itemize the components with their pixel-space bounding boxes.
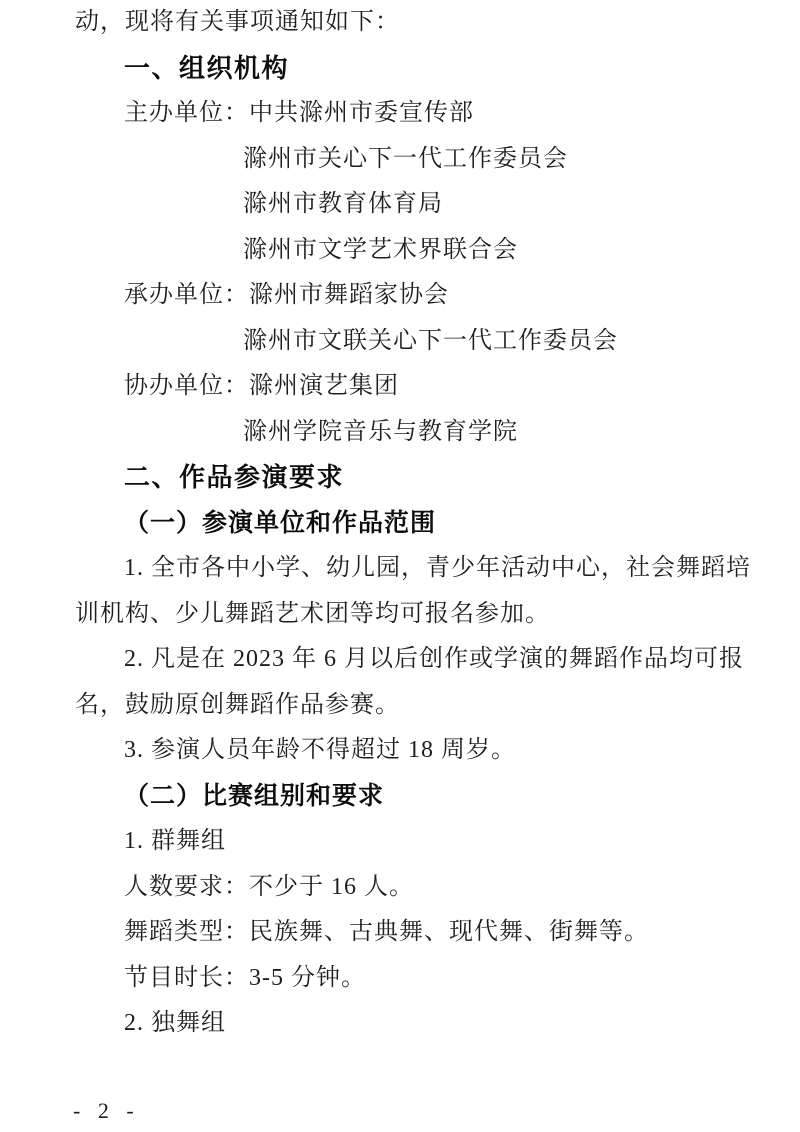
organizer-unit-continued: 滁州市文联关心下一代工作委员会 bbox=[243, 327, 618, 354]
heading-subsection-groups: （二）比赛组别和要求 bbox=[124, 782, 385, 810]
host-unit-continued-2: 滁州市教育体育局 bbox=[243, 191, 443, 217]
heading-subsection-scope: （一）参演单位和作品范围 bbox=[124, 509, 437, 537]
group-dance-title-line: 1. 群舞组 bbox=[124, 828, 226, 854]
heading-section-2-requirements: 二、作品参演要求 bbox=[124, 462, 345, 492]
solo-dance-title-line: 2. 独舞组 bbox=[124, 1010, 226, 1036]
host-unit-line: 主办单位：中共滁州市委宣传部 bbox=[124, 100, 474, 126]
host-unit-continued-3: 滁州市文学艺术界联合会 bbox=[243, 236, 518, 263]
item-1-scope-line-2: 训机构、少儿舞蹈艺术团等均可报名参加。 bbox=[75, 600, 550, 627]
item-3-age-limit-line: 3. 参演人员年龄不得超过 18 周岁。 bbox=[124, 737, 516, 763]
page-number: - 2 - bbox=[73, 1098, 140, 1123]
group-dance-duration-line: 节目时长：3-5 分钟。 bbox=[124, 964, 366, 991]
item-2-works-line-1: 2. 凡是在 2023 年 6 月以后创作或学演的舞蹈作品均可报 bbox=[124, 646, 744, 672]
organizer-unit-line: 承办单位：滁州市舞蹈家协会 bbox=[124, 282, 449, 308]
host-unit-continued-1: 滁州市关心下一代工作委员会 bbox=[243, 145, 568, 172]
document-body bbox=[75, 0, 755, 1047]
co-organizer-unit-continued: 滁州学院音乐与教育学院 bbox=[243, 418, 518, 445]
item-1-scope-line-1: 1. 全市各中小学、幼儿园，青少年活动中心，社会舞蹈培 bbox=[124, 555, 751, 581]
item-2-works-line-2: 名，鼓励原创舞蹈作品参赛。 bbox=[75, 691, 400, 718]
group-dance-headcount-line: 人数要求：不少于 16 人。 bbox=[124, 873, 414, 900]
group-dance-types-line: 舞蹈类型：民族舞、古典舞、现代舞、街舞等。 bbox=[124, 919, 649, 945]
co-organizer-unit-line: 协办单位：滁州演艺集团 bbox=[124, 373, 399, 399]
body-continuation-line: 动，现将有关事项通知如下： bbox=[75, 9, 400, 35]
heading-section-1-organization: 一、组织机构 bbox=[124, 52, 290, 83]
